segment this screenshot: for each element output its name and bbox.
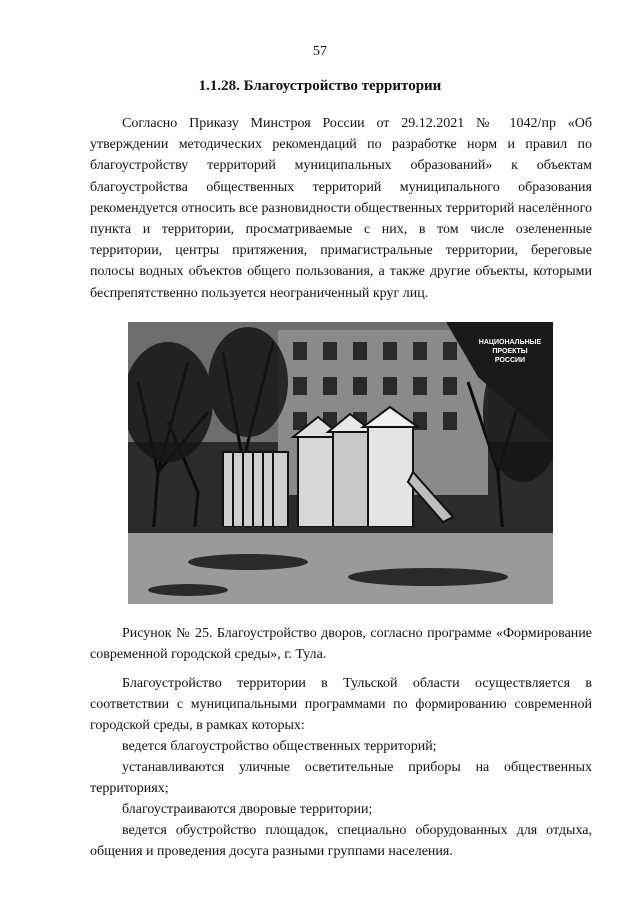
list-item: устанавливаются уличные осветительные приборы на общественных территориях; [90,760,592,796]
list-item: благоустраиваются дворовые территории; [122,802,373,817]
logo-line-2: ПРОЕКТЫ [492,348,528,355]
photo-illustration [128,322,553,604]
logo-line-1: НАЦИОНАЛЬНЫЕ [478,339,542,346]
logo-line-3: РОССИИ [494,357,526,364]
page-number: 57 [313,44,327,59]
list-item: ведется благоустройство общественных территорий; [122,739,437,754]
region-paragraph: Благоустройство территории в Тульской области осуществляется в соответствии с муниципальными программами по формированию современной городской среды, в рамках которых: [90,676,592,734]
section-heading: 1.1.28. Благоустройство территории [198,78,442,94]
list-item: ведется обустройство площадок, специально оборудованных для отдыха, общения и проведения досуга разными группами населения. [90,823,592,859]
figure-caption: Рисунок № 25. Благоустройство дворов, согласно программе «Формирование современной городской среды», г. Тула. [90,626,592,662]
intro-paragraph: Согласно Приказу Минстроя России от 29.12.2021 № 1042/пр «Об утверждении методических рекомендаций по разработке норм и правил по благоустройству территорий муниципальных образований» к объектам благоустройства общественных территорий муниципального образования рекомендуется относить все разновидности общественных территорий населённого пункта и территории, просматриваемые с них, в том числе озелененные территории, центры притяжения, примагистральные территории, береговые полосы водных объектов общего пользования, а также другие объекты, которыми беспрепятственно пользуется неограниченный круг лиц. [90,116,592,301]
playground-photo [128,322,553,604]
